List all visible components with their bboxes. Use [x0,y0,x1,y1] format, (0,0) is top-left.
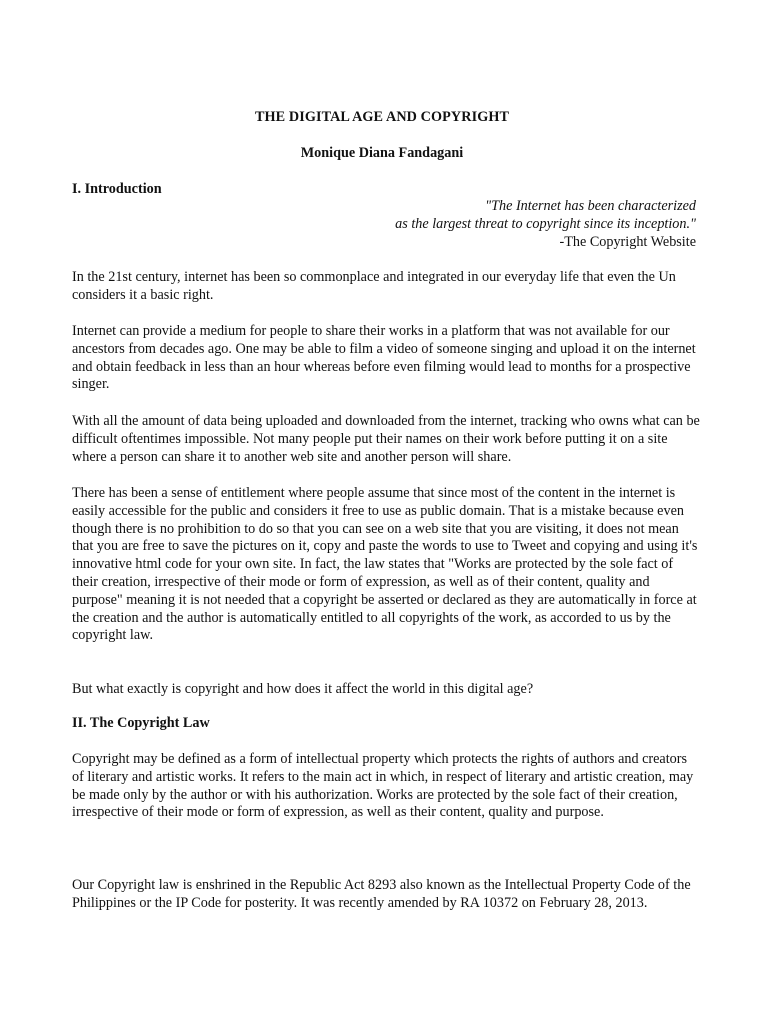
paragraph-intro-1: In the 21st century, internet has been so commonplace and integrated in our everyday life that even the Un considers it a basic right. [72,269,676,303]
section-heading-copyright-law: II. The Copyright Law [72,715,210,731]
paragraph-intro-4: There has been a sense of entitlement where people assume that since most of the content in the internet is easily accessible for the public and considers it free to use as public domain. That is a mistake because even though there is no prohibition to do so that you can see on a web site that you are visiting, it does not mean that you are free to save the pictures on it, copy and paste the words to use to Tweet and copying and using it's innovative html code for your own site. In fact, the law states that "Works are protected by the sole fact of their creation, irrespective of their mode or form of expression, as well as of their content, quality and purpose" meaning it is not needed that a copyright be asserted or declared as they are automatically in force at the creation and the author is automatically entitled to all copyrights of the work, as accorded to us by the copyright law. [72,485,698,644]
paragraph-law-1: Copyright may be defined as a form of intellectual property which protects the rights of authors and creators of literary and artistic works. It refers to the main act in which, in respect of literary and artistic creation, may be made only by the author or with his authorization. Works are protected by the sole fact of their creation, irrespective of their mode or form of expression, as well as their content, quality and purpose. [72,751,694,821]
document-title: THE DIGITAL AGE AND COPYRIGHT [254,109,510,125]
epigraph-line-1: "The Internet has been characterized [485,198,696,214]
paragraph-intro-2: Internet can provide a medium for people to share their works in a platform that was not available for our ancestors from decades ago. One may be able to film a video of someone singing and upload it on the internet and obtain feedback in less than an hour whereas before even filming would lead to months for a prospective singer. [72,323,696,393]
epigraph-source: -The Copyright Website [559,233,696,250]
document-author: Monique Diana Fandagani [300,145,464,161]
paragraph-law-2: Our Copyright law is enshrined in the Republic Act 8293 also known as the Intellectual Property Code of the Philippines or the IP Code for posterity. It was recently amended by RA 10372 on February 28, 2013. [72,877,691,911]
paragraph-intro-3: With all the amount of data being uploaded and downloaded from the internet, tracking who owns what can be difficult oftentimes impossible. Not many people put their names on their work before putting it on a site where a person can share it to another web site and another person will share. [72,413,700,465]
paragraph-intro-5: But what exactly is copyright and how does it affect the world in this digital age? [72,681,534,697]
epigraph-line-2: as the largest threat to copyright since its inception." [395,215,696,232]
section-heading-introduction: I. Introduction [72,181,162,197]
epigraph-quote [136,198,696,251]
